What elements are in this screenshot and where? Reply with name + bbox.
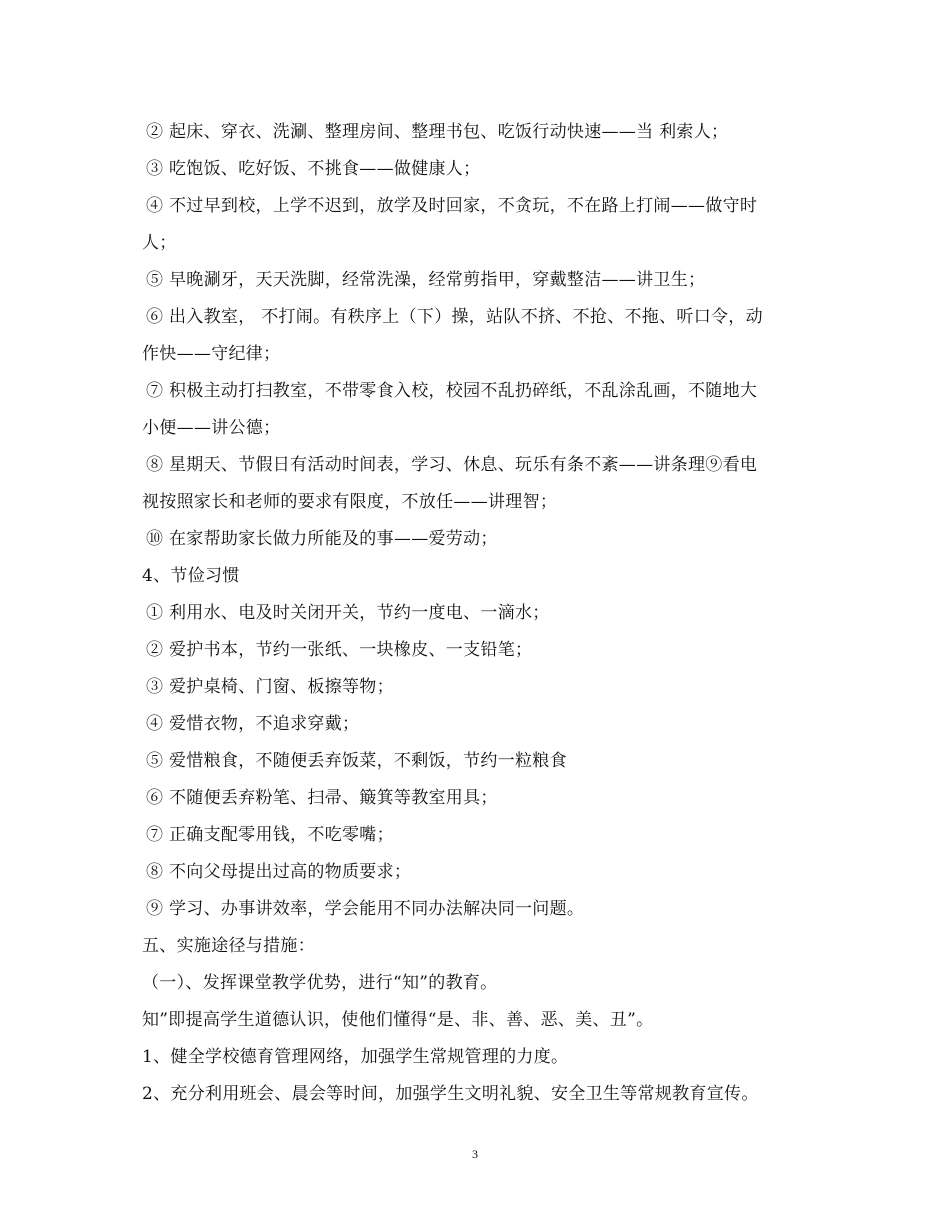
text-line: 小便——讲公德；: [142, 418, 281, 438]
text-line: ⑧ 不向父母提出过高的物质要求；: [146, 862, 412, 882]
text-line: 作快——守纪律；: [142, 344, 281, 364]
text-line: ⑨ 学习、办事讲效率，学会能用不同办法解决同一问题。: [146, 899, 585, 919]
document-body: [142, 114, 812, 1113]
text-line: 知”即提高学生道德认识，使他们懂得“是、非、善、恶、美、丑”。: [142, 1010, 654, 1030]
text-line: ⑩ 在家帮助家长做力所能及的事——爱劳动；: [146, 529, 498, 549]
text-line: ④ 爱惜衣物，不追求穿戴；: [146, 714, 360, 734]
section-heading: 4、节俭习惯: [142, 566, 240, 586]
text-line: 2、充分利用班会、晨会等时间，加强学生文明礼貌、安全卫生等常规教育宣传。: [142, 1084, 759, 1104]
text-line: ⑤ 早晚涮牙，天天洗脚，经常洗澡，经常剪指甲，穿戴整洁——讲卫生；: [146, 270, 706, 290]
page-number: 3: [472, 1147, 478, 1161]
subsection-heading: （一）、发挥课堂教学优势，进行“知”的教育。: [142, 973, 498, 993]
text-line: ⑦ 正确支配零用钱，不吃零嘴；: [146, 825, 394, 845]
text-line: 视按照家长和老师的要求有限度，不放任——讲理智；: [142, 492, 558, 512]
text-line: ② 爱护书本，节约一张纸、一块橡皮、一支铅笔；: [146, 640, 533, 660]
text-line: ④ 不过早到校，上学不迟到，放学及时回家，不贪玩，不在路上打闹——做守时: [146, 196, 758, 216]
text-line: ③ 吃饱饭、吃好饭、不挑食——做健康人；: [146, 159, 481, 179]
text-line: ⑥ 不随便丢弃粉笔、扫帚、簸箕等教室用具；: [146, 788, 498, 808]
text-line: ⑧ 星期天、节假日有活动时间表，学习、休息、玩乐有条不紊——讲条理⑨看电: [146, 455, 758, 475]
text-line: ② 起床、穿衣、洗涮、整理房间、整理书包、吃饭行动快速——当 利索人；: [146, 122, 729, 142]
text-line: ① 利用水、电及时关闭开关，节约一度电、一滴水；: [146, 603, 550, 623]
section-heading: 五、实施途径与措施：: [142, 936, 315, 956]
text-line: 人；: [142, 233, 177, 253]
text-line: ⑥ 出入教室， 不打闹。有秩序上（下）操，站队不挤、不抢、不拖、听口令，动: [146, 307, 763, 327]
text-line: ⑦ 积极主动打扫教室，不带零食入校，校园不乱扔碎纸，不乱涂乱画，不随地大: [146, 381, 758, 401]
text-line: 1、健全学校德育管理网络，加强学生常规管理的力度。: [142, 1047, 569, 1067]
text-line: ③ 爱护桌椅、门窗、板擦等物；: [146, 677, 394, 697]
text-line: ⑤ 爱惜粮食，不随便丢弃饭菜，不剩饭，节约一粒粮食: [146, 751, 567, 771]
